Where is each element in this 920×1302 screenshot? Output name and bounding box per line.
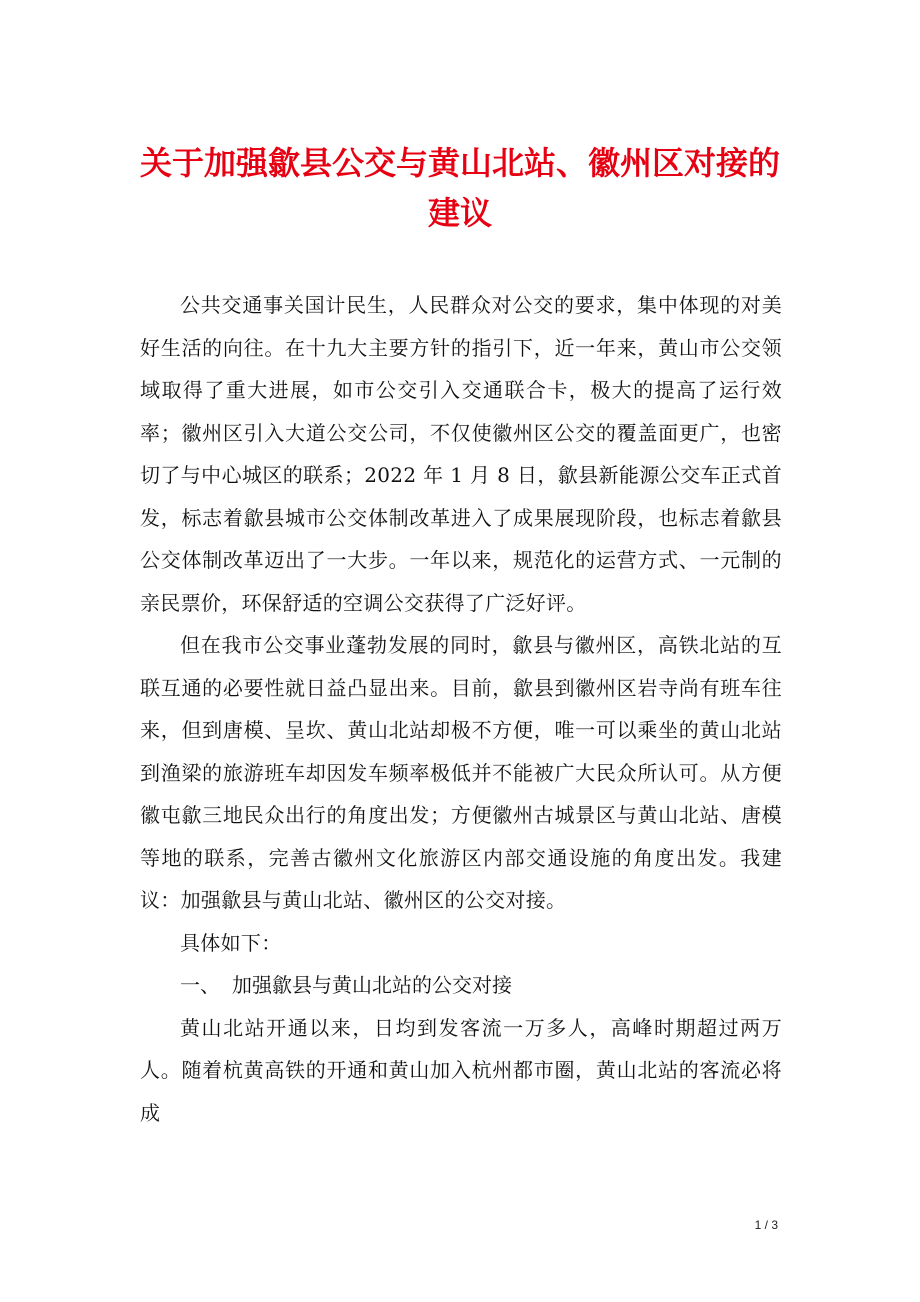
page-number: 1 / 3 — [754, 1218, 778, 1232]
section-heading-number: 一、 — [180, 973, 220, 997]
paragraph-3: 具体如下： — [180, 930, 282, 955]
section-heading-text: 加强歙县与黄山北站的公交对接 — [232, 973, 512, 997]
document-body — [140, 284, 782, 1134]
paragraph-4: 黄山北站开通以来，日均到发客流一万多人，高峰时期超过两万人。随着杭黄高铁的开通和黄山加入杭州都市圈，黄山北站的客流必将成 — [140, 1015, 782, 1125]
document-title: 关于加强歙县公交与黄山北站、徽州区对接的建议 — [139, 144, 780, 232]
paragraph-1: 公共交通事关国计民生，人民群众对公交的要求，集中体现的对美好生活的向往。在十九大主要方针的指引下，近一年来，黄山市公交领域取得了重大进展，如市公交引入交通联合卡，极大的提高了运行效率；徽州区引入大道公交公司，不仅使徽州区公交的覆盖面更广，也密切了与中心城区的联系；2022 年 1 月 8 日，歙县新能源公交车正式首发，标志着歙县城市公交体制改革进入了成果展现阶段，也标志着歙县公交体制改革迈出了一大步。一年以来，规范化的运营方式、一元制的亲民票价，环保舒适的空调公交获得了广泛好评。 — [140, 293, 782, 615]
paragraph-2: 但在我市公交事业蓬勃发展的同时，歙县与徽州区，高铁北站的互联互通的必要性就日益凸显出来。目前，歙县到徽州区岩寺尚有班车往来，但到唐模、呈坎、黄山北站却极不方便，唯一可以乘坐的黄山北站到渔梁的旅游班车却因发车频率极低并不能被广大民众所认可。从方便徽屯歙三地民众出行的角度出发；方便徽州古城景区与黄山北站、唐模等地的联系，完善古徽州文化旅游区内部交通设施的角度出发。我建议：加强歙县与黄山北站、徽州区的公交对接。 — [140, 633, 782, 912]
section-heading-1 — [140, 964, 782, 1007]
